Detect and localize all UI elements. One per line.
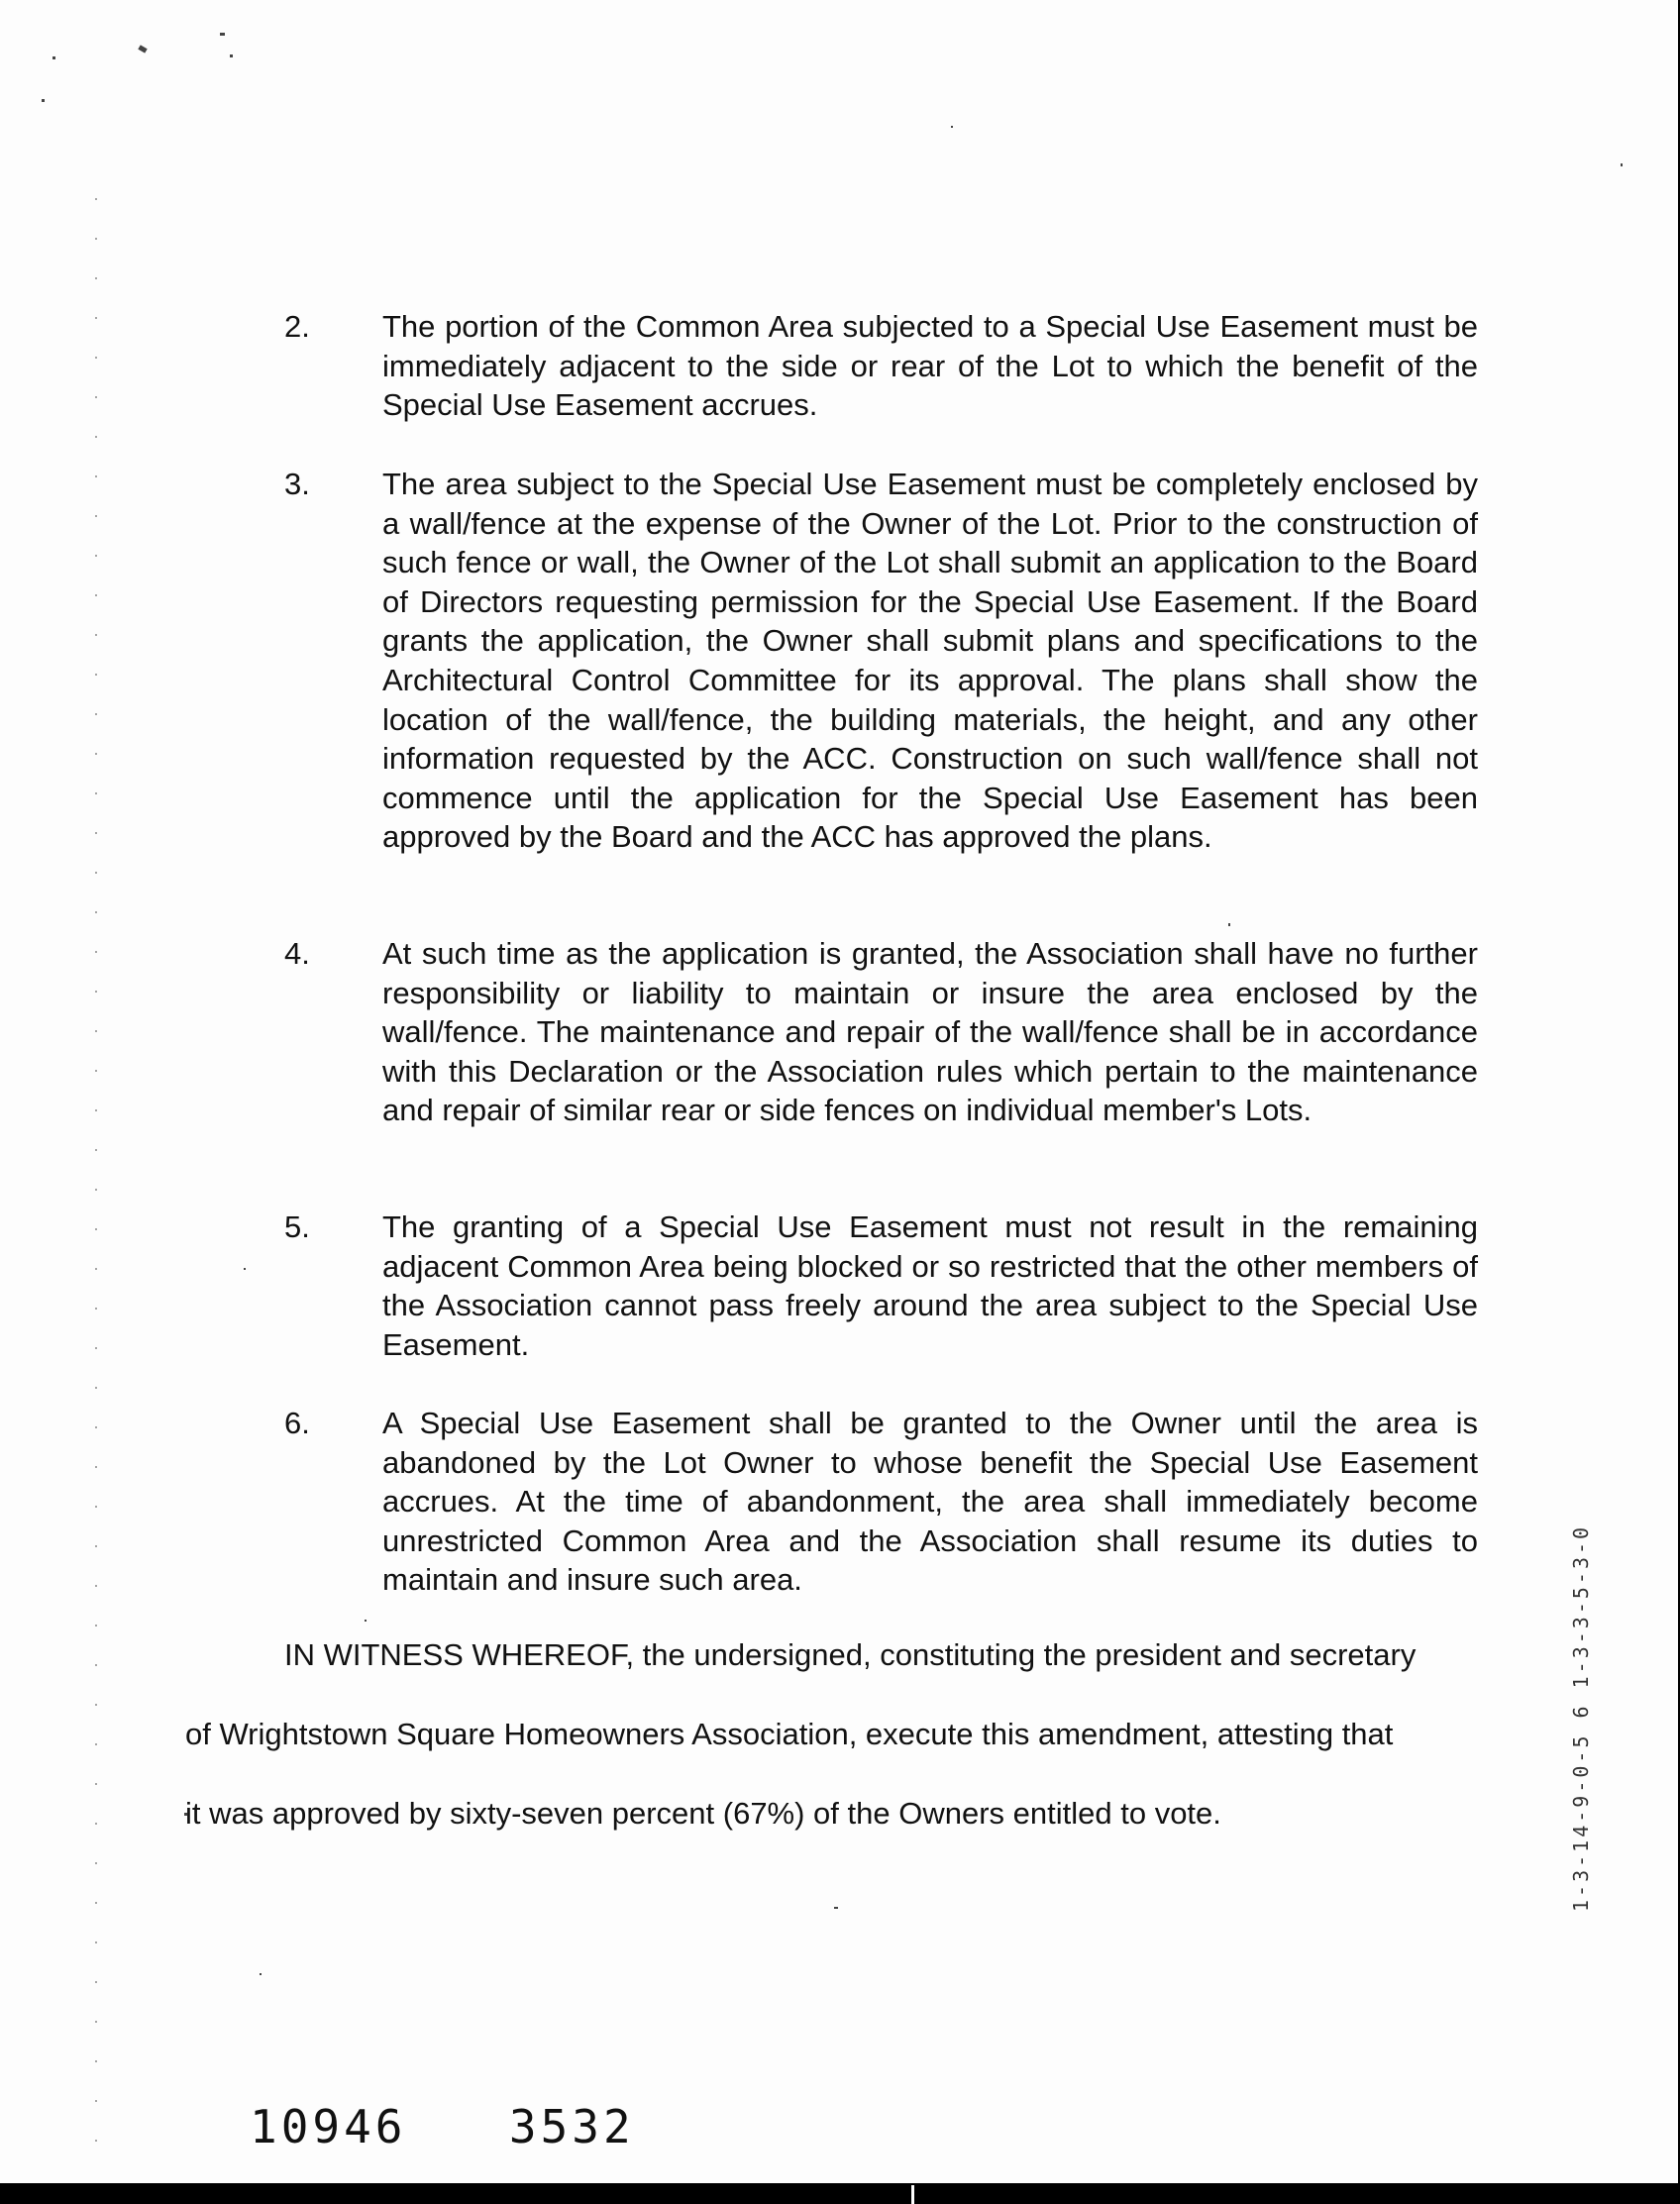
- scan-speck: [1621, 163, 1623, 166]
- witness-line-2: of Wrightstown Square Homeowners Association, execute this amendment, attesting that: [185, 1717, 1394, 1751]
- item-text: The portion of the Common Area subjected to a Special Use Easement must be immediately adjacent to the side or rear of the Lot to which the benefit of the Special Use Easement accrues.: [382, 309, 1478, 423]
- scan-speck: [138, 45, 147, 52]
- item-number: 4.: [284, 936, 310, 971]
- item-number: 3.: [284, 467, 310, 501]
- scan-speck: [365, 1620, 367, 1622]
- page-number: 3532: [508, 2100, 635, 2153]
- scan-speck: [42, 99, 45, 102]
- side-stamp-text: 1-3-14-9-0-5 6 1-3-3-5-3-0: [1569, 1523, 1593, 1912]
- witness-line-3: it was approved by sixty-seven percent (67%) of the Owners entitled to vote.: [185, 1796, 1221, 1831]
- scan-speck: [220, 33, 225, 36]
- scan-speck: [230, 54, 233, 57]
- scan-speck: [52, 56, 55, 59]
- item-text: The granting of a Special Use Easement must not result in the remaining adjacent Common Area being blocked or so restricted that the other members of the Association cannot pass freely around the area subject to the Special Use Easement.: [382, 1209, 1478, 1362]
- scan-border-notch: [911, 2185, 914, 2204]
- item-text: A Special Use Easement shall be granted to the Owner until the area is abandoned by the Lot Owner to whose benefit the Special Use Easement accrues. At the time of abandonment, the area shall immediately become unrestricted Common Area and the Association shall resume its duties to maintain and insure such area.: [382, 1406, 1478, 1598]
- scan-speck: [244, 1268, 246, 1270]
- side-stamp: [1559, 1523, 1599, 1912]
- book-number: 10946: [250, 2100, 407, 2153]
- scan-speck: [834, 1907, 838, 1909]
- item-text: The area subject to the Special Use Easement must be completely enclosed by a wall/fence at the expense of the Owner of the Lot. Prior to the construction of such fence or wall, the Owner of the Lot shall submit an application to the Board of Directors requesting permission for the Special Use Easement. If the Board grants the application, the Owner shall submit plans and specifications to the Architectural Control Committee for its approval. The plans shall show the location of the wall/fence, the building materials, the height, and any other information requested by the ACC. Construction on such wall/fence shall not commence until the application for the Special Use Easement has been approved by the Board and the ACC has approved the plans.: [382, 467, 1478, 855]
- scan-speck: [1228, 923, 1230, 926]
- scan-bottom-border: [0, 2185, 1680, 2204]
- recording-number: [250, 2100, 635, 2153]
- item-number: 6.: [284, 1406, 310, 1440]
- item-number: 2.: [284, 309, 310, 344]
- scan-speck: [260, 1973, 262, 1975]
- item-number: 5.: [284, 1209, 310, 1244]
- witness-line-1: IN WITNESS WHEREOF, the undersigned, constituting the president and secretary: [284, 1637, 1417, 1672]
- scan-speck: [951, 126, 953, 128]
- margin-scan-marks: [94, 198, 98, 2159]
- item-text: At such time as the application is granted, the Association shall have no further responsibility or liability to maintain or insure the area enclosed by the wall/fence. The maintenance and repair of the wall/fence shall be in accordance with this Declaration or the Association rules which pertain to the maintenance and repair of similar rear or side fences on individual member's Lots.: [382, 936, 1478, 1128]
